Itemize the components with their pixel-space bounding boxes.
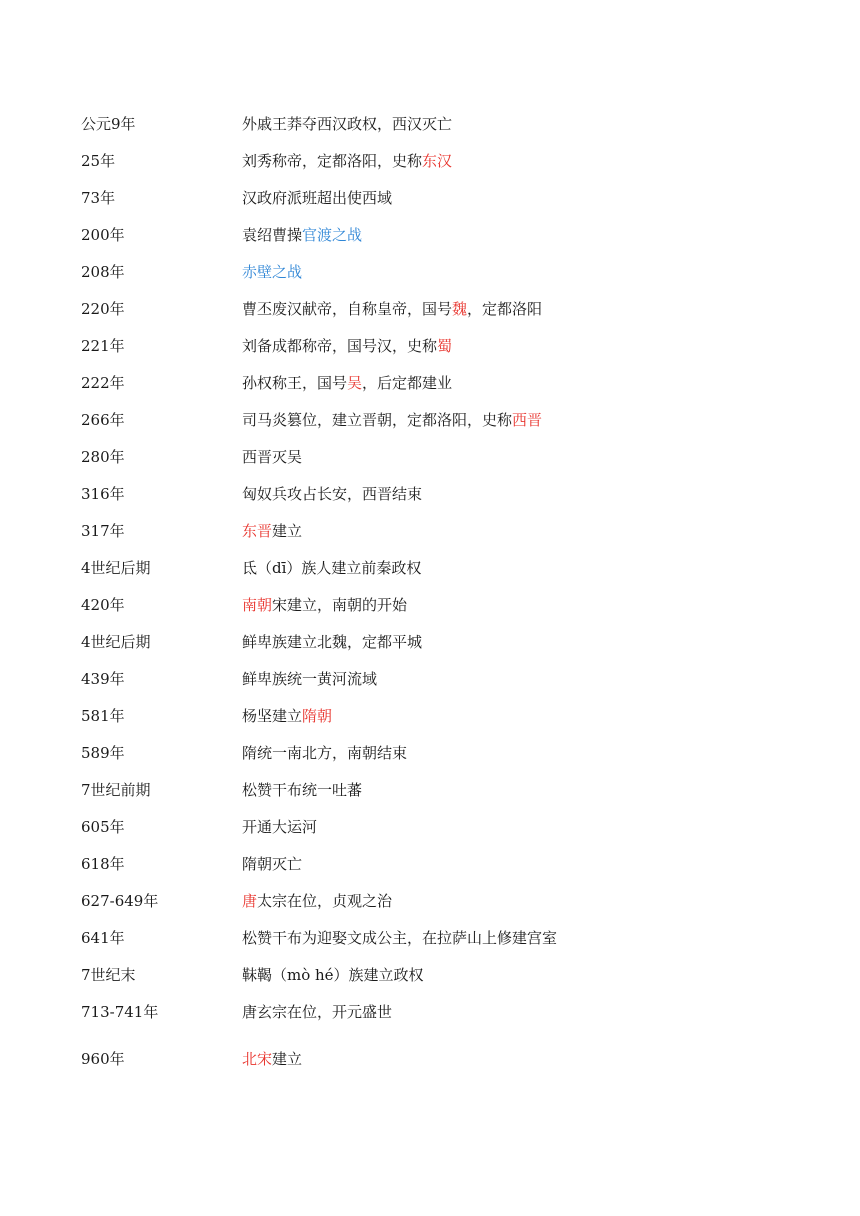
highlighted-term: 隋朝 <box>302 707 333 725</box>
year-label: 713-741年 <box>81 1003 159 1021</box>
event-text <box>242 180 392 217</box>
timeline-row <box>0 365 860 402</box>
event-text <box>242 217 362 254</box>
event-segment: 曹丕废汉献帝，自称皇帝，国号 <box>242 300 453 318</box>
highlighted-term: 蜀 <box>437 337 453 355</box>
timeline-table <box>0 106 860 1078</box>
year-label: 208年 <box>81 263 125 281</box>
event-text <box>242 550 421 587</box>
year-label: 960年 <box>81 1050 125 1068</box>
year-label: 317年 <box>81 522 125 540</box>
highlighted-term: 官渡之战 <box>302 226 363 244</box>
timeline-row <box>0 106 860 143</box>
timeline-row <box>0 846 860 883</box>
highlighted-term: 东晋 <box>242 522 273 540</box>
event-segment: 氐（dī）族人建立前秦政权 <box>242 559 422 577</box>
year-label: 280年 <box>81 448 125 466</box>
event-text <box>242 365 452 402</box>
timeline-row <box>0 809 860 846</box>
timeline-row <box>0 624 860 661</box>
timeline-row <box>0 587 860 624</box>
year-label: 420年 <box>81 596 125 614</box>
year-label: 4世纪后期 <box>81 559 151 577</box>
event-segment: 松赞干布统一吐蕃 <box>242 781 363 799</box>
event-text <box>242 698 332 735</box>
year-label: 618年 <box>81 855 125 873</box>
event-segment: 汉政府派班超出使西域 <box>242 189 393 207</box>
year-label: 266年 <box>81 411 125 429</box>
year-label: 581年 <box>81 707 125 725</box>
event-text <box>242 846 302 883</box>
event-segment: 西晋灭吴 <box>242 448 303 466</box>
event-segment: 开通大运河 <box>242 818 318 836</box>
highlighted-term: 吴 <box>347 374 363 392</box>
event-segment: 太宗在位，贞观之治 <box>257 892 393 910</box>
event-text <box>242 661 377 698</box>
event-segment: 隋朝灭亡 <box>242 855 303 873</box>
event-segment: 靺鞨（mò hé）族建立政权 <box>242 966 424 984</box>
event-text <box>242 402 542 439</box>
event-segment: 孙权称王，国号 <box>242 374 348 392</box>
year-label: 73年 <box>81 189 116 207</box>
highlighted-term: 南朝 <box>242 596 273 614</box>
timeline-row <box>0 772 860 809</box>
event-segment: 建立 <box>272 522 303 540</box>
year-label: 439年 <box>81 670 125 688</box>
highlighted-term: 北宋 <box>242 1050 273 1068</box>
event-text <box>242 106 452 143</box>
highlighted-term: 西晋 <box>512 411 543 429</box>
event-segment: 袁绍曹操 <box>242 226 303 244</box>
timeline-row <box>0 957 860 994</box>
year-label: 589年 <box>81 744 125 762</box>
highlighted-term: 东汉 <box>422 152 453 170</box>
event-segment: 宋建立，南朝的开始 <box>272 596 408 614</box>
timeline-row <box>0 217 860 254</box>
event-text <box>242 735 407 772</box>
timeline-row <box>0 513 860 550</box>
timeline-row <box>0 254 860 291</box>
year-label: 220年 <box>81 300 125 318</box>
event-text <box>242 957 424 994</box>
event-text <box>242 883 392 920</box>
timeline-row <box>0 439 860 476</box>
event-text <box>242 143 452 180</box>
event-text <box>242 328 452 365</box>
year-label: 627-649年 <box>81 892 159 910</box>
year-label: 316年 <box>81 485 125 503</box>
event-text <box>242 587 407 624</box>
event-text <box>242 994 392 1031</box>
highlighted-term: 唐 <box>242 892 258 910</box>
timeline-row <box>0 661 860 698</box>
timeline-row <box>0 550 860 587</box>
year-label: 222年 <box>81 374 125 392</box>
year-label: 200年 <box>81 226 125 244</box>
event-segment: ，定都洛阳 <box>467 300 543 318</box>
event-text <box>242 772 362 809</box>
event-text <box>242 920 557 957</box>
event-segment: 刘秀称帝，定都洛阳，史称 <box>242 152 423 170</box>
year-label: 25年 <box>81 152 116 170</box>
event-segment: 匈奴兵攻占长安，西晋结束 <box>242 485 423 503</box>
event-text <box>242 624 422 661</box>
event-text <box>242 513 302 550</box>
highlighted-term: 魏 <box>452 300 468 318</box>
timeline-row <box>0 143 860 180</box>
timeline-row <box>0 291 860 328</box>
event-text <box>242 291 542 328</box>
event-text <box>242 809 317 846</box>
year-label: 4世纪后期 <box>81 633 151 651</box>
timeline-row <box>0 180 860 217</box>
timeline-row <box>0 994 860 1031</box>
event-segment: 松赞干布为迎娶文成公主，在拉萨山上修建宫室 <box>242 929 558 947</box>
event-segment: 鲜卑族统一黄河流域 <box>242 670 378 688</box>
event-segment: 司马炎篡位，建立晋朝，定都洛阳，史称 <box>242 411 513 429</box>
timeline-row <box>0 1041 860 1078</box>
timeline-row <box>0 698 860 735</box>
event-text <box>242 254 302 291</box>
event-segment: 建立 <box>272 1050 303 1068</box>
event-segment: 隋统一南北方，南朝结束 <box>242 744 408 762</box>
timeline-row <box>0 735 860 772</box>
event-segment: 鲜卑族建立北魏，定都平城 <box>242 633 423 651</box>
timeline-row <box>0 476 860 513</box>
highlighted-term: 赤壁之战 <box>242 263 303 281</box>
year-label: 605年 <box>81 818 125 836</box>
event-segment: 刘备成都称帝，国号汉，史称 <box>242 337 438 355</box>
event-segment: 杨坚建立 <box>242 707 303 725</box>
year-label: 221年 <box>81 337 125 355</box>
timeline-row <box>0 328 860 365</box>
year-label: 641年 <box>81 929 125 947</box>
timeline-row <box>0 920 860 957</box>
year-label: 公元9年 <box>81 115 136 133</box>
year-label: 7世纪前期 <box>81 781 151 799</box>
event-segment: 外戚王莽夺西汉政权，西汉灭亡 <box>242 115 453 133</box>
event-text <box>242 1041 302 1078</box>
timeline-row <box>0 883 860 920</box>
event-text <box>242 439 302 476</box>
event-text <box>242 476 422 513</box>
event-segment: 唐玄宗在位，开元盛世 <box>242 1003 393 1021</box>
year-label: 7世纪末 <box>81 966 136 984</box>
timeline-row <box>0 402 860 439</box>
event-segment: ，后定都建业 <box>362 374 453 392</box>
